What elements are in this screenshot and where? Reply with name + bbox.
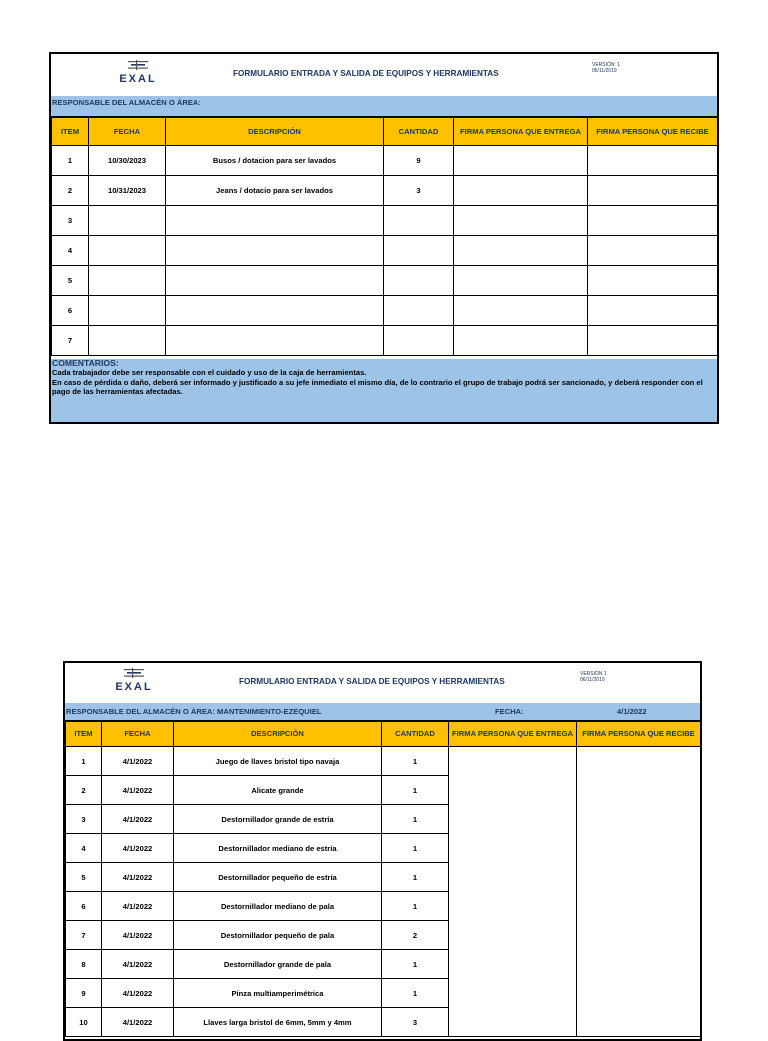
cell-firma-entrega[interactable]	[449, 747, 577, 1037]
cell-item: 4	[66, 834, 102, 863]
cell-firma-recibe[interactable]	[588, 266, 718, 296]
responsible-label: RESPONSABLE DEL ALMACÉN O ÁREA:	[52, 98, 201, 107]
header-firma-recibe: FIRMA PERSONA QUE RECIBE	[588, 118, 718, 146]
cell-item: 8	[66, 950, 102, 979]
header-descripcion: DESCRIPCIÓN	[166, 118, 384, 146]
cell-item: 1	[52, 146, 89, 176]
table-row	[52, 176, 718, 206]
cell-fecha: 10/31/2023	[89, 176, 166, 206]
header-descripcion: DESCRIPCIÓN	[174, 722, 382, 747]
cell-item: 6	[52, 296, 89, 326]
table-row	[52, 296, 718, 326]
cell-item: 5	[52, 266, 89, 296]
header-cantidad: CANTIDAD	[382, 722, 449, 747]
cell-fecha[interactable]	[89, 266, 166, 296]
company-logo	[103, 60, 173, 85]
cell-firma-entrega[interactable]	[454, 206, 588, 236]
version-info	[592, 62, 620, 74]
cell-item: 3	[52, 206, 89, 236]
responsible-bar	[65, 703, 700, 721]
cell-cantidad: 1	[382, 776, 449, 805]
cell-descripcion: Destornillador mediano de estría	[174, 834, 382, 863]
version-label: VERSIÓN: 1	[592, 62, 621, 68]
header-firma-entrega: FIRMA PERSONA QUE ENTREGA	[449, 722, 577, 747]
form-title: FORMULARIO ENTRADA Y SALIDA DE EQUIPOS Y HERRAMIENTAS	[239, 677, 505, 686]
cell-item: 1	[66, 747, 102, 776]
cell-firma-recibe[interactable]	[588, 296, 718, 326]
table-header-row	[52, 118, 718, 146]
version-date: 06/11/2019	[592, 68, 617, 74]
version-label: VERSIÓN 1	[580, 671, 607, 677]
form-bottom	[63, 661, 702, 1041]
cell-fecha: 4/1/2022	[102, 834, 174, 863]
comments-title: COMENTARIOS:	[52, 358, 119, 368]
cell-cantidad: 1	[382, 863, 449, 892]
cell-descripcion: Busos / dotacion para ser lavados	[166, 146, 384, 176]
header-cantidad: CANTIDAD	[384, 118, 454, 146]
table-row	[52, 206, 718, 236]
cell-item: 2	[52, 176, 89, 206]
cell-firma-recibe[interactable]	[588, 236, 718, 266]
table-row	[52, 326, 718, 356]
responsible-bar	[51, 96, 717, 117]
table-header-row	[66, 722, 701, 747]
exal-logo-icon	[122, 668, 146, 680]
cell-fecha: 4/1/2022	[102, 950, 174, 979]
cell-cantidad: 1	[382, 950, 449, 979]
logo-text: EXAL	[119, 73, 157, 85]
cell-firma-entrega[interactable]	[454, 176, 588, 206]
logo-text: EXAL	[115, 681, 153, 693]
form-top	[49, 52, 719, 424]
cell-firma-recibe[interactable]	[588, 146, 718, 176]
cell-firma-recibe[interactable]	[588, 206, 718, 236]
cell-cantidad[interactable]	[384, 206, 454, 236]
cell-cantidad: 9	[384, 146, 454, 176]
cell-fecha[interactable]	[89, 296, 166, 326]
cell-fecha: 4/1/2022	[102, 747, 174, 776]
form-header	[51, 54, 717, 97]
cell-item: 2	[66, 776, 102, 805]
cell-fecha: 4/1/2022	[102, 776, 174, 805]
cell-item: 3	[66, 805, 102, 834]
comments-line-1: Cada trabajador debe ser responsable con el cuidado y uso de la caja de herramientas.	[52, 368, 367, 378]
cell-fecha: 4/1/2022	[102, 892, 174, 921]
cell-fecha[interactable]	[89, 236, 166, 266]
cell-firma-entrega[interactable]	[454, 146, 588, 176]
cell-descripcion: Destornillador grande de estría	[174, 805, 382, 834]
cell-cantidad: 1	[382, 805, 449, 834]
cell-firma-entrega[interactable]	[454, 296, 588, 326]
items-table	[51, 117, 718, 356]
table-row	[52, 236, 718, 266]
cell-cantidad[interactable]	[384, 236, 454, 266]
cell-firma-entrega[interactable]	[454, 266, 588, 296]
cell-cantidad: 1	[382, 979, 449, 1008]
responsible-label: RESPONSABLE DEL ALMACÉN O ÁREA: MANTENIMIENTO-EZEQUIEL	[66, 707, 322, 716]
cell-descripcion: Juego de llaves bristol tipo navaja	[174, 747, 382, 776]
cell-firma-entrega[interactable]	[454, 326, 588, 356]
cell-descripcion: Destornillador pequeño de estría	[174, 863, 382, 892]
cell-fecha: 4/1/2022	[102, 921, 174, 950]
header-item: ITEM	[66, 722, 102, 747]
cell-descripcion: Destornillador mediano de pala	[174, 892, 382, 921]
cell-descripcion[interactable]	[166, 236, 384, 266]
form-title: FORMULARIO ENTRADA Y SALIDA DE EQUIPOS Y HERRAMIENTAS	[233, 69, 499, 78]
fecha-value: 4/1/2022	[617, 707, 647, 716]
comments-line-2: En caso de pérdida o daño, deberá ser informado y justificado a su jefe inmediato el mismo día, de lo contrario el grupo de trabajo podrá ser sancionado, y deberá responder con el pago de las herramientas afectadas.	[52, 377, 703, 397]
table-row	[66, 747, 701, 776]
header-firma-recibe: FIRMA PERSONA QUE RECIBE	[577, 722, 701, 747]
comments-section	[51, 359, 717, 422]
cell-item: 5	[66, 863, 102, 892]
cell-fecha: 4/1/2022	[102, 979, 174, 1008]
fecha-label: FECHA:	[495, 707, 524, 716]
cell-fecha[interactable]	[89, 206, 166, 236]
cell-firma-recibe[interactable]	[588, 176, 718, 206]
exal-logo-icon	[126, 60, 150, 72]
version-info	[580, 671, 607, 683]
cell-descripcion: Destornillador pequeño de pala	[174, 921, 382, 950]
cell-descripcion: Alicate grande	[174, 776, 382, 805]
cell-cantidad: 1	[382, 747, 449, 776]
company-logo	[99, 668, 169, 693]
items-table	[65, 721, 701, 1037]
form-header	[65, 663, 700, 704]
cell-item: 6	[66, 892, 102, 921]
cell-fecha: 4/1/2022	[102, 805, 174, 834]
cell-fecha: 4/1/2022	[102, 1008, 174, 1037]
table-row	[52, 146, 718, 176]
cell-cantidad: 3	[382, 1008, 449, 1037]
cell-firma-entrega[interactable]	[454, 236, 588, 266]
cell-descripcion[interactable]	[166, 206, 384, 236]
cell-descripcion: Llaves larga bristol de 6mm, 5mm y 4mm	[174, 1008, 382, 1037]
cell-item: 7	[52, 326, 89, 356]
cell-item: 10	[66, 1008, 102, 1037]
cell-descripcion[interactable]	[166, 266, 384, 296]
cell-item: 9	[66, 979, 102, 1008]
cell-cantidad: 1	[382, 892, 449, 921]
header-firma-entrega: FIRMA PERSONA QUE ENTREGA	[454, 118, 588, 146]
cell-descripcion: Pinza multiamperimétrica	[174, 979, 382, 1008]
cell-cantidad: 3	[384, 176, 454, 206]
version-date: 06/11/2019	[580, 677, 605, 683]
cell-item: 4	[52, 236, 89, 266]
cell-firma-recibe[interactable]	[577, 747, 701, 1037]
cell-cantidad: 2	[382, 921, 449, 950]
header-fecha: FECHA	[102, 722, 174, 747]
cell-fecha: 10/30/2023	[89, 146, 166, 176]
cell-firma-recibe[interactable]	[588, 326, 718, 356]
cell-fecha: 4/1/2022	[102, 863, 174, 892]
cell-item: 7	[66, 921, 102, 950]
cell-cantidad[interactable]	[384, 326, 454, 356]
header-fecha: FECHA	[89, 118, 166, 146]
cell-cantidad[interactable]	[384, 266, 454, 296]
cell-descripcion[interactable]	[166, 326, 384, 356]
cell-descripcion: Destornillador grande de pala	[174, 950, 382, 979]
cell-fecha[interactable]	[89, 326, 166, 356]
cell-descripcion[interactable]	[166, 296, 384, 326]
cell-cantidad[interactable]	[384, 296, 454, 326]
cell-cantidad: 1	[382, 834, 449, 863]
cell-descripcion: Jeans / dotacio para ser lavados	[166, 176, 384, 206]
header-item: ITEM	[52, 118, 89, 146]
table-row	[52, 266, 718, 296]
